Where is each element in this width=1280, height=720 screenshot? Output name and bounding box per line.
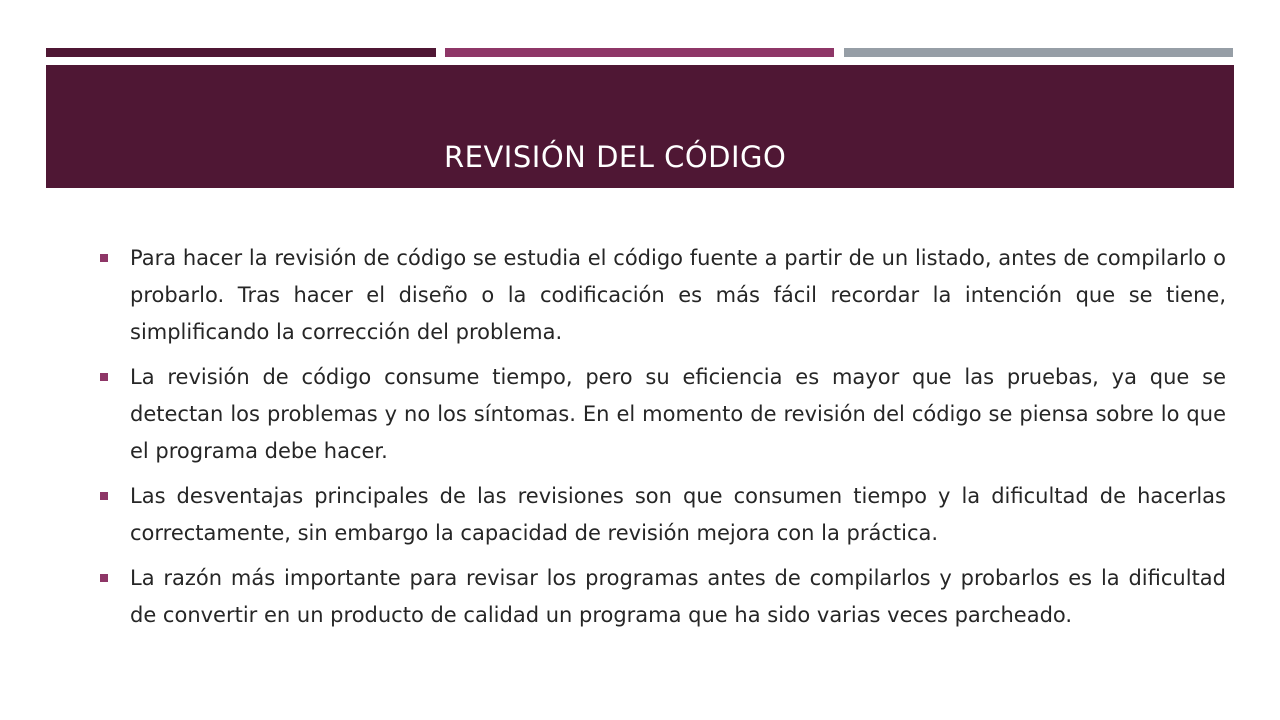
bullet-list [100,240,1226,642]
bullet-item [100,240,1226,351]
accent-bar-dark [46,48,436,57]
square-bullet-icon [100,373,108,381]
bullet-item [100,359,1226,470]
bullet-text: Las desventajas principales de las revisiones son que consumen tiempo y la dificultad de hacerlas correctamente, sin embargo la capacidad de revisión mejora con la práctica. [130,484,1226,545]
bullet-text: La revisión de código consume tiempo, pero su eficiencia es mayor que las pruebas, ya que se detectan los problemas y no los síntomas. En el momento de revisión del código se piensa sobre lo que el programa debe hacer. [130,365,1226,463]
accent-bar-gray [844,48,1233,57]
bullet-text: La razón más importante para revisar los programas antes de compilarlos y probarlos es la dificultad de convertir en un producto de calidad un programa que ha sido varias veces parcheado. [130,566,1226,627]
slide-title: REVISIÓN DEL CÓDIGO [444,140,787,174]
bullet-item [100,560,1226,634]
bullet-item [100,478,1226,552]
accent-bar-magenta [445,48,834,57]
square-bullet-icon [100,574,108,582]
title-band [46,65,1234,188]
square-bullet-icon [100,492,108,500]
bullet-text: Para hacer la revisión de código se estudia el código fuente a partir de un listado, antes de compilarlo o probarlo. Tras hacer el diseño o la codificación es más fácil recordar la intención que se tiene, simplificando la corrección del problema. [130,246,1226,344]
square-bullet-icon [100,254,108,262]
